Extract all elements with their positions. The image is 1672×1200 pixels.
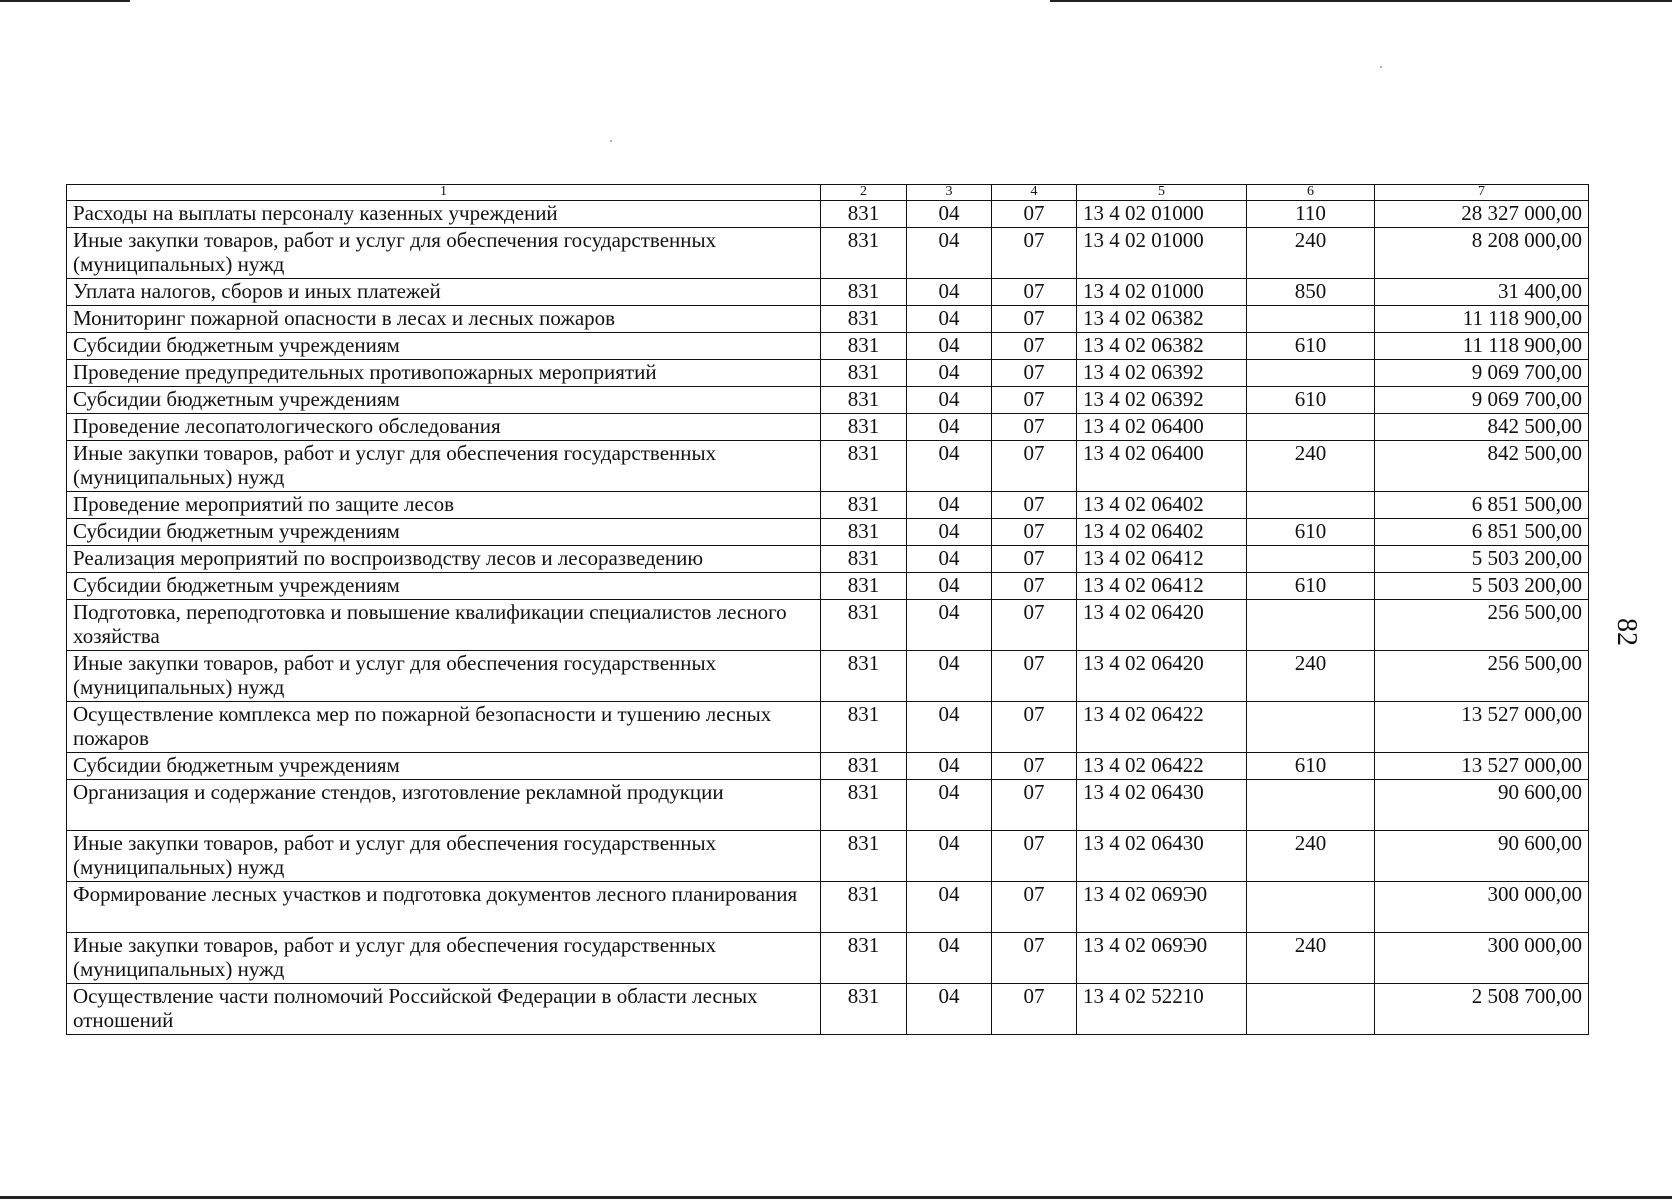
cell-name: Проведение предупредительных противопожарных мероприятий	[67, 360, 821, 387]
cell-name: Проведение лесопатологического обследования	[67, 414, 821, 441]
cell-amount: 9 069 700,00	[1375, 387, 1589, 414]
cell-amount: 11 118 900,00	[1375, 333, 1589, 360]
scan-edge-top-left	[0, 0, 130, 2]
table-row	[67, 753, 1589, 780]
cell-subsection: 07	[992, 882, 1077, 933]
table-body	[67, 201, 1589, 1035]
table-row	[67, 519, 1589, 546]
cell-amount: 31 400,00	[1375, 279, 1589, 306]
cell-section: 04	[907, 228, 992, 279]
cell-name: Субсидии бюджетным учреждениям	[67, 387, 821, 414]
cell-expense-type	[1247, 882, 1375, 933]
cell-amount: 28 327 000,00	[1375, 201, 1589, 228]
table-row	[67, 333, 1589, 360]
cell-name: Подготовка, переподготовка и повышение квалификации специалистов лесного хозяйства	[67, 600, 821, 651]
cell-name: Формирование лесных участков и подготовка документов лесного планирования	[67, 882, 821, 933]
cell-subsection: 07	[992, 333, 1077, 360]
cell-ministry-code: 831	[821, 360, 907, 387]
cell-section: 04	[907, 882, 992, 933]
table-row	[67, 831, 1589, 882]
cell-expense-type: 610	[1247, 573, 1375, 600]
cell-target-article: 13 4 02 06382	[1077, 306, 1247, 333]
cell-expense-type: 240	[1247, 651, 1375, 702]
cell-section: 04	[907, 201, 992, 228]
cell-target-article: 13 4 02 06412	[1077, 573, 1247, 600]
cell-section: 04	[907, 546, 992, 573]
table-row	[67, 387, 1589, 414]
scan-speck	[610, 140, 612, 142]
cell-name: Иные закупки товаров, работ и услуг для обеспечения государственных (муниципальных) нужд	[67, 441, 821, 492]
table-row	[67, 441, 1589, 492]
table-header	[67, 185, 1589, 201]
cell-expense-type: 240	[1247, 441, 1375, 492]
cell-target-article: 13 4 02 069Э0	[1077, 882, 1247, 933]
cell-subsection: 07	[992, 414, 1077, 441]
table-row	[67, 780, 1589, 831]
cell-section: 04	[907, 360, 992, 387]
column-header-5: 5	[1077, 185, 1247, 201]
cell-target-article: 13 4 02 06402	[1077, 492, 1247, 519]
table-row	[67, 600, 1589, 651]
cell-amount: 300 000,00	[1375, 933, 1589, 984]
cell-target-article: 13 4 02 06400	[1077, 441, 1247, 492]
cell-ministry-code: 831	[821, 753, 907, 780]
cell-name: Иные закупки товаров, работ и услуг для обеспечения государственных (муниципальных) нужд	[67, 831, 821, 882]
cell-subsection: 07	[992, 306, 1077, 333]
cell-expense-type	[1247, 492, 1375, 519]
table-row	[67, 882, 1589, 933]
cell-subsection: 07	[992, 780, 1077, 831]
cell-ministry-code: 831	[821, 333, 907, 360]
cell-expense-type: 610	[1247, 519, 1375, 546]
cell-name: Осуществление части полномочий Российской Федерации в области лесных отношений	[67, 984, 821, 1035]
cell-ministry-code: 831	[821, 702, 907, 753]
cell-section: 04	[907, 780, 992, 831]
cell-amount: 256 500,00	[1375, 651, 1589, 702]
cell-section: 04	[907, 492, 992, 519]
cell-amount: 256 500,00	[1375, 600, 1589, 651]
cell-target-article: 13 4 02 01000	[1077, 279, 1247, 306]
cell-subsection: 07	[992, 600, 1077, 651]
cell-target-article: 13 4 02 06382	[1077, 333, 1247, 360]
column-header-3: 3	[907, 185, 992, 201]
table-row	[67, 279, 1589, 306]
cell-expense-type	[1247, 600, 1375, 651]
cell-expense-type: 240	[1247, 228, 1375, 279]
cell-expense-type: 240	[1247, 933, 1375, 984]
table-row	[67, 573, 1589, 600]
table-row	[67, 492, 1589, 519]
scan-edge-bottom	[0, 1196, 1672, 1199]
cell-target-article: 13 4 02 06422	[1077, 753, 1247, 780]
cell-amount: 11 118 900,00	[1375, 306, 1589, 333]
cell-target-article: 13 4 02 06392	[1077, 387, 1247, 414]
cell-subsection: 07	[992, 360, 1077, 387]
cell-section: 04	[907, 519, 992, 546]
cell-ministry-code: 831	[821, 651, 907, 702]
table-row	[67, 702, 1589, 753]
cell-amount: 2 508 700,00	[1375, 984, 1589, 1035]
table-row	[67, 201, 1589, 228]
cell-section: 04	[907, 573, 992, 600]
cell-section: 04	[907, 984, 992, 1035]
cell-ministry-code: 831	[821, 387, 907, 414]
cell-ministry-code: 831	[821, 228, 907, 279]
cell-amount: 6 851 500,00	[1375, 492, 1589, 519]
cell-name: Организация и содержание стендов, изготовление рекламной продукции	[67, 780, 821, 831]
cell-section: 04	[907, 333, 992, 360]
table-row	[67, 306, 1589, 333]
cell-subsection: 07	[992, 753, 1077, 780]
cell-name: Проведение мероприятий по защите лесов	[67, 492, 821, 519]
cell-name: Мониторинг пожарной опасности в лесах и лесных пожаров	[67, 306, 821, 333]
cell-subsection: 07	[992, 387, 1077, 414]
column-header-6: 6	[1247, 185, 1375, 201]
cell-target-article: 13 4 02 06392	[1077, 360, 1247, 387]
cell-ministry-code: 831	[821, 882, 907, 933]
cell-ministry-code: 831	[821, 414, 907, 441]
cell-name: Иные закупки товаров, работ и услуг для обеспечения государственных (муниципальных) нужд	[67, 933, 821, 984]
cell-subsection: 07	[992, 441, 1077, 492]
cell-target-article: 13 4 02 069Э0	[1077, 933, 1247, 984]
cell-amount: 13 527 000,00	[1375, 753, 1589, 780]
cell-amount: 6 851 500,00	[1375, 519, 1589, 546]
page-number: 82	[1611, 618, 1642, 646]
cell-name: Уплата налогов, сборов и иных платежей	[67, 279, 821, 306]
cell-amount: 842 500,00	[1375, 414, 1589, 441]
cell-expense-type: 850	[1247, 279, 1375, 306]
cell-target-article: 13 4 02 06430	[1077, 780, 1247, 831]
cell-amount: 13 527 000,00	[1375, 702, 1589, 753]
cell-subsection: 07	[992, 279, 1077, 306]
table-row	[67, 414, 1589, 441]
cell-section: 04	[907, 600, 992, 651]
cell-name: Расходы на выплаты персоналу казенных учреждений	[67, 201, 821, 228]
column-header-7: 7	[1375, 185, 1589, 201]
cell-section: 04	[907, 441, 992, 492]
cell-target-article: 13 4 02 06402	[1077, 519, 1247, 546]
cell-amount: 8 208 000,00	[1375, 228, 1589, 279]
column-header-1: 1	[67, 185, 821, 201]
cell-amount: 300 000,00	[1375, 882, 1589, 933]
cell-target-article: 13 4 02 06412	[1077, 546, 1247, 573]
cell-ministry-code: 831	[821, 279, 907, 306]
table-row	[67, 546, 1589, 573]
cell-ministry-code: 831	[821, 933, 907, 984]
cell-name: Субсидии бюджетным учреждениям	[67, 753, 821, 780]
cell-target-article: 13 4 02 01000	[1077, 201, 1247, 228]
cell-section: 04	[907, 651, 992, 702]
table-row	[67, 651, 1589, 702]
cell-subsection: 07	[992, 651, 1077, 702]
table-row	[67, 984, 1589, 1035]
cell-expense-type: 110	[1247, 201, 1375, 228]
cell-section: 04	[907, 306, 992, 333]
cell-expense-type	[1247, 984, 1375, 1035]
cell-name: Субсидии бюджетным учреждениям	[67, 333, 821, 360]
cell-ministry-code: 831	[821, 441, 907, 492]
table-row	[67, 228, 1589, 279]
column-header-4: 4	[992, 185, 1077, 201]
cell-amount: 5 503 200,00	[1375, 573, 1589, 600]
cell-ministry-code: 831	[821, 984, 907, 1035]
cell-ministry-code: 831	[821, 831, 907, 882]
cell-section: 04	[907, 933, 992, 984]
cell-expense-type: 610	[1247, 753, 1375, 780]
cell-target-article: 13 4 02 01000	[1077, 228, 1247, 279]
cell-subsection: 07	[992, 492, 1077, 519]
cell-target-article: 13 4 02 06420	[1077, 600, 1247, 651]
cell-subsection: 07	[992, 984, 1077, 1035]
cell-amount: 9 069 700,00	[1375, 360, 1589, 387]
cell-expense-type: 610	[1247, 333, 1375, 360]
cell-subsection: 07	[992, 546, 1077, 573]
cell-name: Иные закупки товаров, работ и услуг для обеспечения государственных (муниципальных) нужд	[67, 228, 821, 279]
cell-expense-type	[1247, 546, 1375, 573]
cell-expense-type	[1247, 306, 1375, 333]
table-row	[67, 933, 1589, 984]
cell-section: 04	[907, 753, 992, 780]
cell-section: 04	[907, 702, 992, 753]
cell-section: 04	[907, 831, 992, 882]
cell-ministry-code: 831	[821, 201, 907, 228]
cell-expense-type	[1247, 360, 1375, 387]
cell-ministry-code: 831	[821, 519, 907, 546]
cell-expense-type: 610	[1247, 387, 1375, 414]
cell-name: Осуществление комплекса мер по пожарной безопасности и тушению лесных пожаров	[67, 702, 821, 753]
cell-expense-type	[1247, 702, 1375, 753]
cell-target-article: 13 4 02 06400	[1077, 414, 1247, 441]
cell-ministry-code: 831	[821, 306, 907, 333]
cell-name: Реализация мероприятий по воспроизводству лесов и лесоразведению	[67, 546, 821, 573]
cell-ministry-code: 831	[821, 492, 907, 519]
cell-subsection: 07	[992, 933, 1077, 984]
cell-section: 04	[907, 279, 992, 306]
cell-target-article: 13 4 02 52210	[1077, 984, 1247, 1035]
header-row	[67, 185, 1589, 201]
cell-expense-type	[1247, 414, 1375, 441]
cell-section: 04	[907, 414, 992, 441]
cell-target-article: 13 4 02 06430	[1077, 831, 1247, 882]
cell-name: Субсидии бюджетным учреждениям	[67, 573, 821, 600]
cell-subsection: 07	[992, 519, 1077, 546]
cell-amount: 5 503 200,00	[1375, 546, 1589, 573]
cell-target-article: 13 4 02 06422	[1077, 702, 1247, 753]
cell-expense-type: 240	[1247, 831, 1375, 882]
cell-amount: 90 600,00	[1375, 831, 1589, 882]
cell-ministry-code: 831	[821, 780, 907, 831]
budget-table	[66, 184, 1589, 1035]
cell-subsection: 07	[992, 831, 1077, 882]
cell-target-article: 13 4 02 06420	[1077, 651, 1247, 702]
scan-speck	[1380, 66, 1382, 68]
table-row	[67, 360, 1589, 387]
cell-amount: 842 500,00	[1375, 441, 1589, 492]
cell-amount: 90 600,00	[1375, 780, 1589, 831]
scan-edge-top-right	[1050, 0, 1672, 2]
cell-name: Субсидии бюджетным учреждениям	[67, 519, 821, 546]
cell-subsection: 07	[992, 201, 1077, 228]
cell-subsection: 07	[992, 702, 1077, 753]
column-header-2: 2	[821, 185, 907, 201]
cell-ministry-code: 831	[821, 573, 907, 600]
cell-subsection: 07	[992, 573, 1077, 600]
cell-subsection: 07	[992, 228, 1077, 279]
cell-section: 04	[907, 387, 992, 414]
cell-ministry-code: 831	[821, 546, 907, 573]
cell-expense-type	[1247, 780, 1375, 831]
cell-name: Иные закупки товаров, работ и услуг для обеспечения государственных (муниципальных) нужд	[67, 651, 821, 702]
cell-ministry-code: 831	[821, 600, 907, 651]
